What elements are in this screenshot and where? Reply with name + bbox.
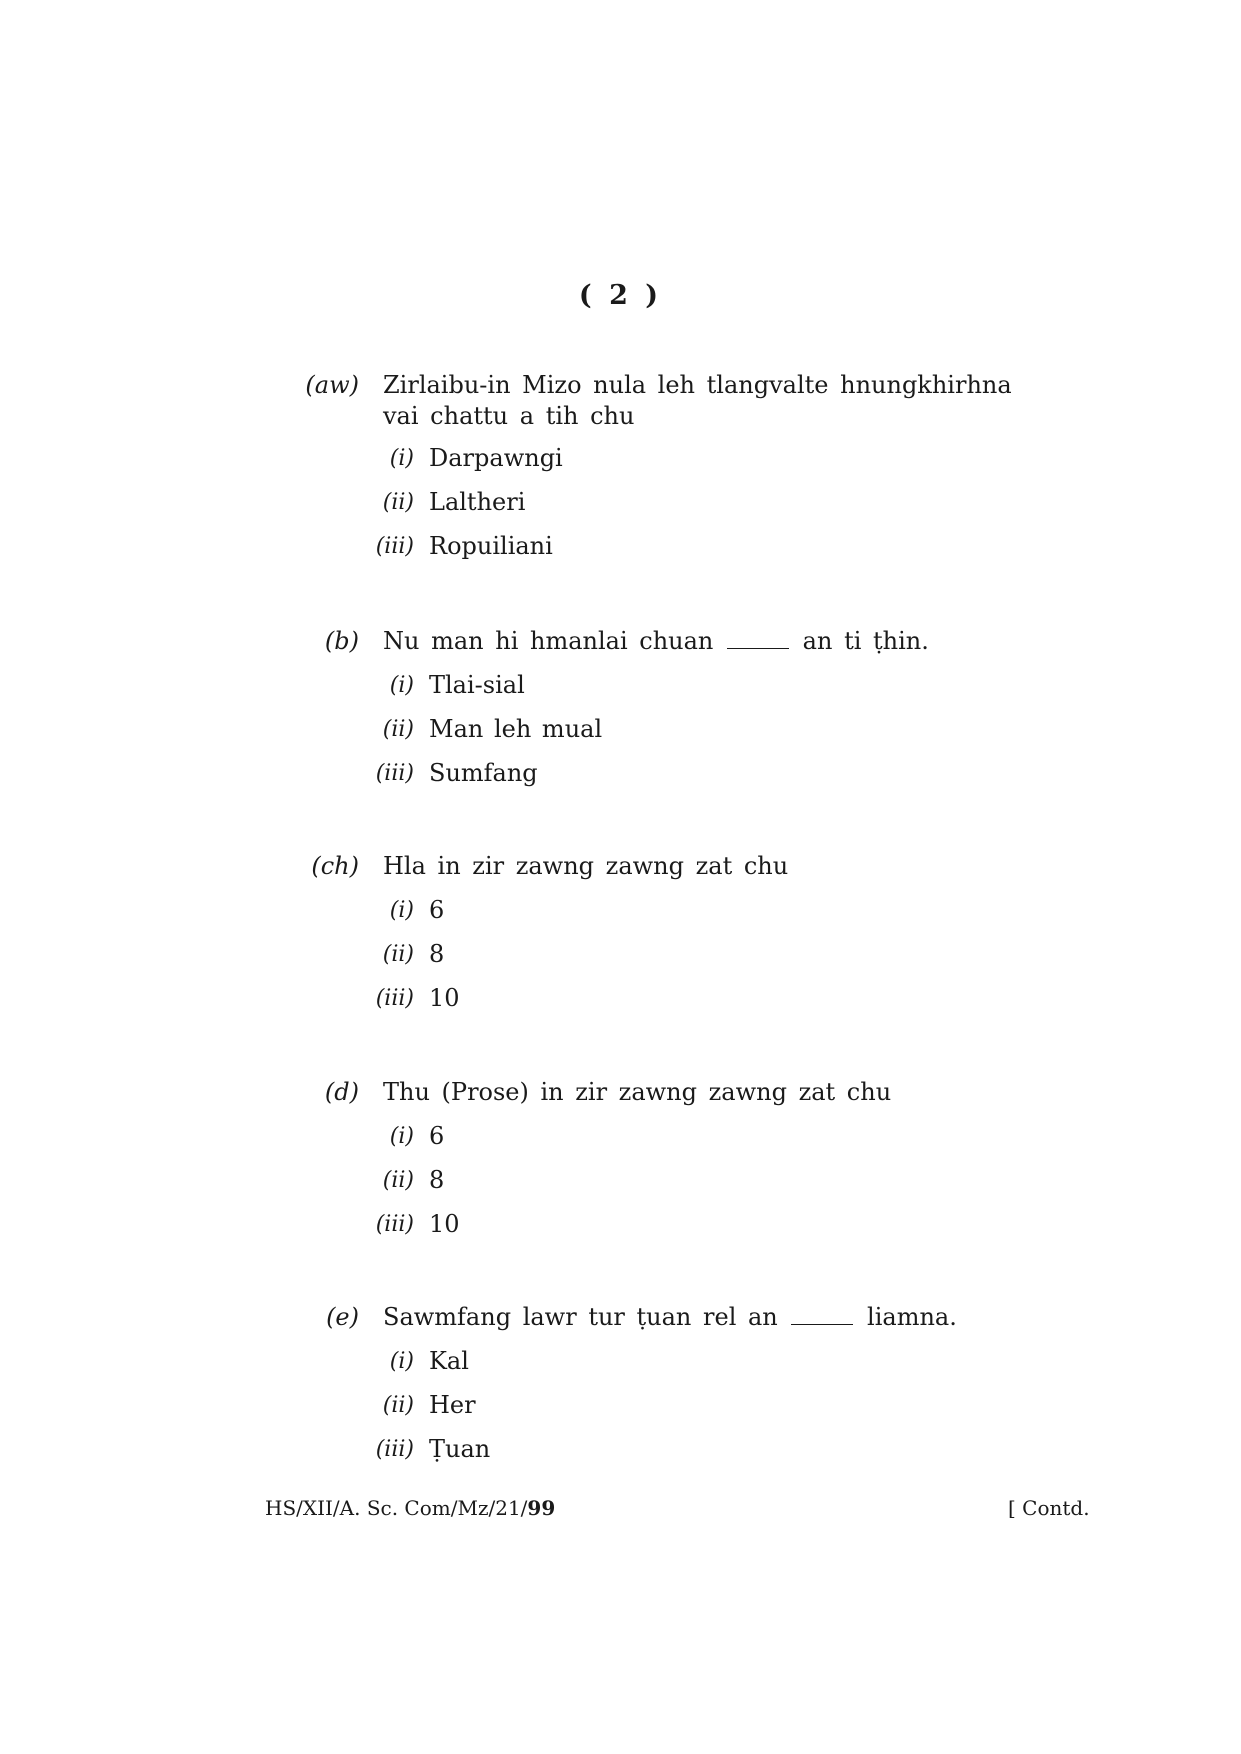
option-number: (iii) [375, 986, 414, 1011]
option-text: Tlai-sial [429, 671, 525, 699]
option-iii [0, 1434, 1241, 1465]
question-text [383, 626, 1043, 657]
option-iii [0, 983, 1241, 1014]
option-number: (ii) [382, 717, 414, 742]
option-ii [0, 1165, 1241, 1196]
answer-blank [791, 1304, 853, 1325]
question-text [383, 1302, 1043, 1333]
option-text: Man leh mual [429, 715, 603, 743]
page-number: ( 2 ) [578, 280, 663, 311]
continued-marker: [ Contd. [1008, 1496, 1090, 1520]
option-number: (i) [389, 446, 414, 471]
option-text: 10 [429, 984, 460, 1012]
option-i [0, 895, 1241, 926]
option-i [0, 1121, 1241, 1152]
option-ii [0, 1390, 1241, 1421]
question-text-part: an ti ṭhin. [802, 627, 929, 655]
question-text-part: Zirlaibu-in Mizo nula leh tlangvalte hnungkhirhna vai chattu a tih chu [383, 371, 1012, 430]
option-ii [0, 714, 1241, 745]
paper-code-number: 99 [527, 1496, 556, 1520]
question-text [383, 370, 1043, 432]
option-text: Her [429, 1391, 476, 1419]
option-text: Laltheri [429, 488, 526, 516]
option-iii [0, 531, 1241, 562]
option-i [0, 443, 1241, 474]
option-number: (ii) [382, 490, 414, 515]
option-i [0, 670, 1241, 701]
option-number: (ii) [382, 1168, 414, 1193]
option-text: Darpawngi [429, 444, 563, 472]
option-text: 6 [429, 1122, 445, 1150]
option-ii [0, 487, 1241, 518]
option-text: Ropuiliani [429, 532, 553, 560]
question-text-part: Hla in zir zawng zawng zat chu [383, 852, 789, 880]
option-number: (ii) [382, 942, 414, 967]
option-number: (iii) [375, 1212, 414, 1237]
option-number: (i) [389, 898, 414, 923]
option-iii [0, 758, 1241, 789]
option-number: (i) [389, 1349, 414, 1374]
question-label: (b) [324, 627, 359, 655]
option-number: (iii) [375, 534, 414, 559]
option-text: 6 [429, 896, 445, 924]
question-text [383, 1077, 1043, 1108]
question-label: (ch) [311, 852, 359, 880]
question-text-part: Nu man hi hmanlai chuan [383, 627, 714, 655]
question-text [383, 851, 1043, 882]
option-text: 8 [429, 940, 445, 968]
option-number: (i) [389, 1124, 414, 1149]
option-text: Sumfang [429, 759, 538, 787]
option-iii [0, 1209, 1241, 1240]
question-text-part: Sawmfang lawr tur ṭuan rel an [383, 1303, 778, 1331]
question-label: (aw) [305, 371, 359, 399]
paper-code-prefix: HS/XII/A. Sc. Com/Mz/21/ [265, 1496, 528, 1520]
answer-blank [727, 628, 789, 649]
option-number: (iii) [375, 761, 414, 786]
paper-code [265, 1495, 555, 1521]
option-number: (iii) [375, 1437, 414, 1462]
option-i [0, 1346, 1241, 1377]
option-text: 8 [429, 1166, 445, 1194]
question-text-part: liamna. [867, 1303, 957, 1331]
question-text-part: Thu (Prose) in zir zawng zawng zat chu [383, 1078, 892, 1106]
option-text: Ṭuan [429, 1435, 491, 1463]
option-text: Kal [429, 1347, 469, 1375]
option-ii [0, 939, 1241, 970]
option-number: (i) [389, 673, 414, 698]
option-number: (ii) [382, 1393, 414, 1418]
question-label: (e) [326, 1303, 359, 1331]
option-text: 10 [429, 1210, 460, 1238]
question-label: (d) [324, 1078, 359, 1106]
